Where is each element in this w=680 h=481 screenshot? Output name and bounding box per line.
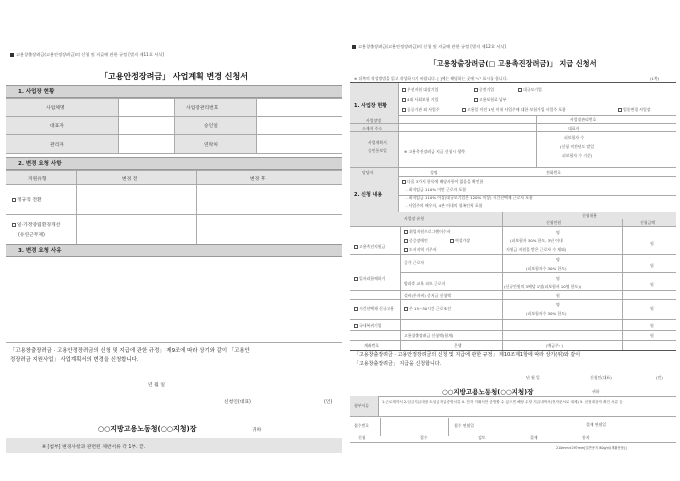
square-bullet-icon: [352, 45, 356, 49]
type-parttime-hire[interactable]: 시간선택제 신규고용: [354, 306, 394, 312]
sub-afterschool-workers: 방과후 교육 파트 근로자: [404, 281, 446, 286]
result-date-label: 결재 연월일: [586, 422, 607, 427]
amt-promotion-note2: 지원금 지원을 받은 근로자 수 제외): [506, 247, 567, 252]
amt-promotion-note1: (피보험자 30% 한도, 3년 이내: [510, 238, 563, 243]
amt-increase-won: 원: [650, 263, 654, 268]
col-site-type: 사업장 유형: [404, 216, 425, 221]
checkbox-icon: [474, 88, 478, 92]
checkbox-icon: [462, 108, 466, 112]
right-header-note: [352, 44, 506, 50]
checkbox-icon: [518, 88, 522, 92]
label-staff: 담당자: [362, 170, 374, 175]
sub-increase-workers: 증가 근로자: [404, 260, 425, 265]
checkbox-icon: [354, 307, 358, 311]
account-holder-label: (예금주: ): [546, 343, 563, 348]
label-plan-a: 사업계획서: [368, 140, 387, 145]
sub-parttime-hours[interactable]: 주 15~30시간 근로조건: [404, 306, 451, 312]
chk-priority-support[interactable]: 우선지원 대상기업: [402, 87, 438, 93]
flow-receipt: 접수: [420, 435, 428, 440]
label-representative: 대표자: [50, 124, 64, 129]
chk-non-public[interactable]: 공공기관 외 사업주: [402, 107, 440, 113]
chk-midsize[interactable]: 중견기업: [474, 87, 494, 93]
chk-industry-change[interactable]: 업종변경 사업장: [618, 107, 651, 113]
label-site-name: 사업장명: [366, 118, 382, 123]
left-statement-line2: 정장려금 지원사업」 사업계획서의 변경을 신청합니다.: [10, 357, 139, 363]
right-recipient-suffix: 귀하: [592, 389, 600, 394]
label-staff-name: 성명: [430, 170, 438, 175]
left-applicant-label: 신청인(대표): [224, 400, 251, 405]
right-page-number: (1쪽): [650, 76, 660, 81]
right-section1-heading: 1. 사업장 현황: [354, 103, 388, 109]
amt-promotion-won: 원: [650, 241, 654, 246]
left-statement: [10, 347, 340, 365]
right-form-page: [350, 38, 676, 458]
label-staff-phone: 전화번호: [546, 170, 562, 175]
square-bullet-icon: [10, 53, 14, 57]
amt-afterschool-note: (신규인원의 3배당 1명(피보험자 10명 한도)): [504, 284, 582, 289]
paper-size-note: 210mm×297mm[일반용지 80g/㎡(재활용품)]: [556, 446, 627, 450]
right-recipient: ○○지방고용노동청(○○지청)장: [442, 388, 534, 396]
left-recipient: ○○지방고용노동청(○○지청)장: [98, 425, 197, 433]
req-item-1: - 최저임금 110% 미만 근로자 포함: [406, 187, 467, 192]
amt-afterschool-unit: 명: [556, 276, 560, 281]
amt-increase-unit: 명: [556, 257, 560, 262]
sub-island-resident[interactable]: 도서지역 거주자: [404, 247, 437, 253]
checkbox-icon: [402, 98, 406, 102]
checkbox-icon: [12, 223, 16, 227]
sub-equipment-grant: 설비(투자비) 중지급 신청액: [404, 293, 451, 298]
amt-parttime-unit: 명: [556, 302, 560, 307]
checkbox-icon: [404, 307, 408, 311]
label-business-reg-no: 사업장관리번호: [186, 106, 219, 111]
plan-note: ※ 고용촉진장려금 지급 신청시 생략: [404, 149, 465, 154]
attach-label: 첨부서류: [354, 403, 370, 408]
option-regular-conversion-label: 정규직 전환: [17, 198, 42, 203]
flow-approve: 결재: [530, 435, 538, 440]
amt-parttime-note: (피보험자수 30% 한도): [526, 311, 567, 316]
checkbox-icon: [450, 239, 454, 243]
amt-increase-note: (피보험자수 30% 한도): [526, 266, 567, 271]
flow-review: 검토: [478, 435, 486, 440]
amt-parttime-won: 원: [650, 306, 654, 311]
label-wage-c: 피보험자 수 기준): [562, 153, 593, 158]
left-s2-header-row: [6, 170, 342, 184]
checkbox-icon: [404, 248, 408, 252]
left-section1-heading: 1. 사업장 현황: [6, 85, 342, 98]
req-item-3: - 사업주의 배우자, 4촌 이내의 혈족인척 포함: [406, 203, 483, 208]
col-approve: 신청금액: [640, 220, 656, 225]
checkbox-icon: [354, 277, 358, 281]
flow-apply: 신청: [358, 435, 366, 440]
label-wage-b: (신청 직전년도 말일: [560, 144, 595, 149]
checkbox-icon: [404, 239, 408, 243]
chk-insurance-paid[interactable]: 고용보험료 납부: [474, 97, 507, 103]
left-header-note-text: 고용창출장려금(고용안정장려금)의 신청 및 지급에 관한 규정 [별지 제11호 서식]: [16, 52, 164, 57]
option-regular-conversion[interactable]: [12, 196, 42, 203]
right-header-note-text: 고용창출장려금(고용안정장려금)의 신청 및 지급에 관한 규정 [별지 제12호 서식]: [358, 44, 506, 49]
flow-notify: 통지: [582, 435, 590, 440]
right-statement-line2: 「고용창출장려금」 지급을 신청합니다.: [354, 361, 442, 367]
option-work-life-balance-label: 일·가정양립환경개선: [17, 223, 61, 228]
left-seal-mark: (인): [324, 400, 333, 405]
amt-afterschool-won: 원: [650, 282, 654, 287]
checkbox-icon: [402, 180, 406, 184]
amt-promotion-unit: 명: [556, 230, 560, 235]
label-address: 소재지 주소: [362, 126, 383, 131]
checkbox-icon: [402, 88, 406, 92]
option-work-life-balance[interactable]: [12, 221, 60, 228]
left-statement-line1: 「고용창출장려금 · 고용안정장려금의 신청 및 지급에 관한 규정」 제9조에 따라 상기와 같이 「고용안: [10, 348, 250, 354]
type-reshoring[interactable]: 국내복귀기업: [354, 323, 382, 329]
req-confirm[interactable]: 다음 3가지 항목에 해당사항이 없음을 확인함: [402, 179, 483, 185]
type-employment-promotion[interactable]: 고용촉진지원금: [354, 244, 385, 250]
checkbox-icon: [404, 230, 408, 234]
checkbox-icon: [354, 324, 358, 328]
right-seal-mark: (인): [656, 375, 663, 380]
col-support-type: 지원유형: [28, 177, 47, 182]
left-attachment-note: ※ [첨부] 변경사항과 관련된 제반서류 각 1부. 끝.: [42, 445, 146, 450]
label-business-name: 사업체명: [46, 106, 65, 111]
label-manager: 관리자: [50, 143, 64, 148]
right-statement: [354, 351, 676, 369]
sub-severe-disability[interactable]: 중증장애인: [404, 238, 428, 244]
left-form-page: [6, 38, 342, 458]
chk-four-insurance[interactable]: 4대 사회보험 기업: [402, 97, 438, 103]
left-recipient-suffix: 귀하: [252, 428, 262, 433]
left-section2-heading: 2. 변경 요청 사항: [6, 157, 342, 170]
checkbox-icon: [402, 108, 406, 112]
right-date-line: 년 월 일: [526, 375, 540, 380]
left-form-title: 「고용안정장려금」 사업계획 변경 신청서: [99, 72, 248, 81]
checkbox-icon: [12, 198, 16, 202]
label-approval-date: 승인일: [204, 124, 218, 129]
type-job-sharing[interactable]: 일자리함께하기: [354, 276, 385, 282]
right-statement-line1: 「고용창출장려금 · 고용안정장려금의 신청 및 지급에 관한 규정」 제10조제1항에 따라 상기(위)와 같이: [354, 352, 581, 358]
amt-total-won: 원: [650, 333, 654, 338]
left-header-note: [10, 52, 164, 58]
sub-female-head[interactable]: 여성가장: [450, 238, 470, 244]
col-before-change: 변경 전: [122, 177, 138, 182]
left-date-line: 년 월 일: [148, 383, 165, 388]
label-rep: 대표자: [568, 126, 580, 131]
right-section2-heading: 2. 신청 내용: [354, 192, 383, 198]
col-content: 신청내용: [582, 213, 598, 218]
total-request-label: 고용창출장려금 신청액(합계): [404, 333, 454, 338]
checkbox-icon: [474, 98, 478, 102]
right-instructions: ※ 뒤쪽의 작성방법을 읽고 작성하시기 바랍니다. [ ]에는 해당하는 곳에 "√" 표시를 합니다.: [354, 76, 508, 81]
receipt-number-label: 접수번호: [354, 423, 370, 428]
bank-name-label: 은행: [454, 343, 462, 348]
checkbox-icon: [618, 108, 622, 112]
checkbox-icon: [354, 245, 358, 249]
col-amount: 신청인원: [546, 220, 562, 225]
amt-reshoring-won: 원: [650, 323, 654, 328]
chk-large[interactable]: 대규모기업: [518, 87, 542, 93]
label-wage-a: 피보험자 수: [564, 135, 585, 140]
req-item-2: - 최저임금 110% 이상(대규모기업은 120% 이상) 시간선택제 근로자 포함: [406, 195, 533, 200]
bank-account-label: 계좌번호: [364, 343, 380, 348]
col-after-change: 변경 후: [250, 177, 266, 182]
right-form-title: 「고용창출장려금(□ 고용촉진장려금)」 지급 신청서: [429, 59, 597, 68]
chk-within-year[interactable]: 고용일 이전 1년 이내 사업주에 대한 보험가입 사업주 포함: [462, 107, 566, 113]
sub-program-completer[interactable]: 취업지원프로그램이수자: [404, 229, 450, 235]
right-s2-table-head: [350, 212, 676, 226]
attach-text: 1.근로계약서 2.임금지급대장 3.임금지급증빙서류 4. 전자 거래서만 증빙할 수 있으면 해당 수당 지급내역서(전자문서로 대체) 5. 신청대상자 확인 서류 등: [382, 400, 623, 404]
right-applicant-label: 신청인(대표): [590, 375, 612, 380]
left-section3-heading: 3. 변경 요청 사유: [6, 244, 342, 257]
label-plan-b: 승인통보일: [368, 148, 387, 153]
label-site-reg-no: 사업장관리번호: [570, 117, 597, 122]
option-flexible-work-note: (유연근무제): [18, 233, 45, 238]
label-contact: 연락처: [204, 143, 218, 148]
amt-equipment-won: 원: [556, 293, 560, 298]
receipt-date-label: 접수 연월일: [454, 423, 475, 428]
